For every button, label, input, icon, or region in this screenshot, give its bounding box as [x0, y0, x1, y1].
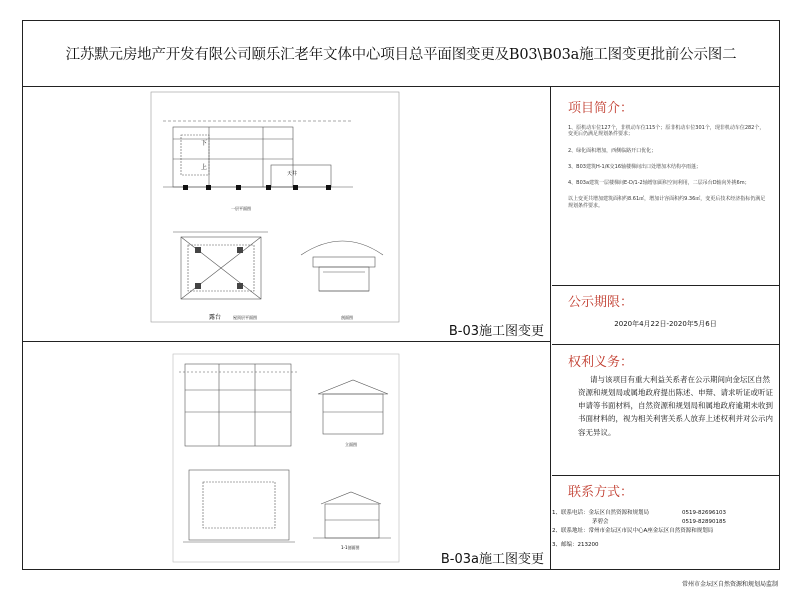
plan-caption: 一层平面图: [231, 206, 251, 211]
b03a-label: B-03a施工图变更: [439, 548, 546, 567]
b03-roof-plan: [173, 232, 268, 299]
patio-label: 天井: [287, 171, 298, 177]
intro-item: 3、B03建筑H-1/K交16轴楼梯间出口处增加木结构亭雨蓬；: [568, 163, 702, 170]
intro-item: 1、原机动车位127个，非机动车位115个；原非机动车位301个，现非机动车位282个，变更后仍满足规划条件要求；: [568, 125, 765, 138]
b03a-upper-plan: [179, 364, 298, 446]
contact-phone-label: 1、联系电话：金坛区自然资源和规划局: [552, 510, 650, 516]
page-title: 江苏默元房地产开发有限公司颐乐汇老年文体中心项目总平面图变更及B03\B03a施工图变更批前公示图二: [23, 21, 779, 87]
divider: [552, 285, 779, 286]
down-label: 下: [201, 140, 208, 147]
contact-address: 2、联系地址：常州市金坛区市民中心A座金坛区自然资源和规划局: [552, 528, 714, 534]
intro-list: [568, 125, 768, 209]
section-caption: 剖面图: [341, 315, 353, 320]
info-column: [552, 87, 779, 569]
b03a-lower-plan: [183, 470, 295, 542]
panel-b03a: [23, 342, 551, 569]
intro-item: 4、B03a建筑一层楼梯间E-D/1-2轴增加面积空间利用，二层吊台D轴向外挑6m；: [568, 180, 750, 186]
rights-text: 请与该项目有重大利益关系者在公示期间向金坛区自然资源和规划局或属地政府提出陈述、申辩、请求听证或听证申请等书面材料，自然资源和规划局和属地政府逾期未收到书面材料的，视为相关利害关系人放弃上述权利并对公示内容无异议。: [578, 375, 773, 437]
contact-postcode: 3、邮编：213200: [552, 542, 599, 548]
contact-block: [552, 509, 779, 550]
intro-title: 项目简介：: [568, 101, 634, 116]
intro-item: 以上变更共增加建筑面积约8.61㎡，增加计容面积约9.36㎡，变更后技术经济指标仍满足规划条件要求。: [568, 196, 766, 209]
contact-phone2: 0519-82890185: [682, 519, 726, 525]
b03-section: [301, 241, 383, 291]
b03a-elevation: [318, 380, 388, 434]
notice-board: [22, 20, 780, 570]
terrace-label: 露台: [209, 314, 222, 321]
elevation-caption: 立面图: [345, 442, 357, 447]
drawings-column: [23, 87, 551, 569]
up-label: 上: [201, 164, 208, 171]
b03a-section-caption: 1-1剖面图: [341, 545, 360, 550]
b03-floor-plan: [163, 121, 353, 187]
intro-item: 2、绿化面积增加，西侧临路开口优化；: [568, 147, 657, 154]
rights-title: 权利义务：: [568, 355, 634, 370]
b03a-section: [313, 492, 391, 538]
roof-caption: 屋顶层平面图: [233, 315, 257, 320]
contact-name: 茅碧会: [592, 519, 609, 525]
divider: [552, 344, 779, 345]
b03a-drawing-sheet: [23, 342, 551, 569]
divider: [552, 475, 779, 476]
panel-b03: [23, 87, 551, 342]
b03-label: B-03施工图变更: [447, 320, 546, 339]
contact-title: 联系方式：: [568, 485, 634, 500]
footer-supervisor: 常州市金坛区自然资源和规划局监制: [681, 581, 778, 588]
contact-phone1: 0519-82696103: [682, 510, 726, 516]
b03-drawing-sheet: [23, 87, 551, 342]
period-value: 2020年4月22日-2020年5月6日: [614, 320, 717, 328]
period-title: 公示期限：: [568, 295, 634, 310]
